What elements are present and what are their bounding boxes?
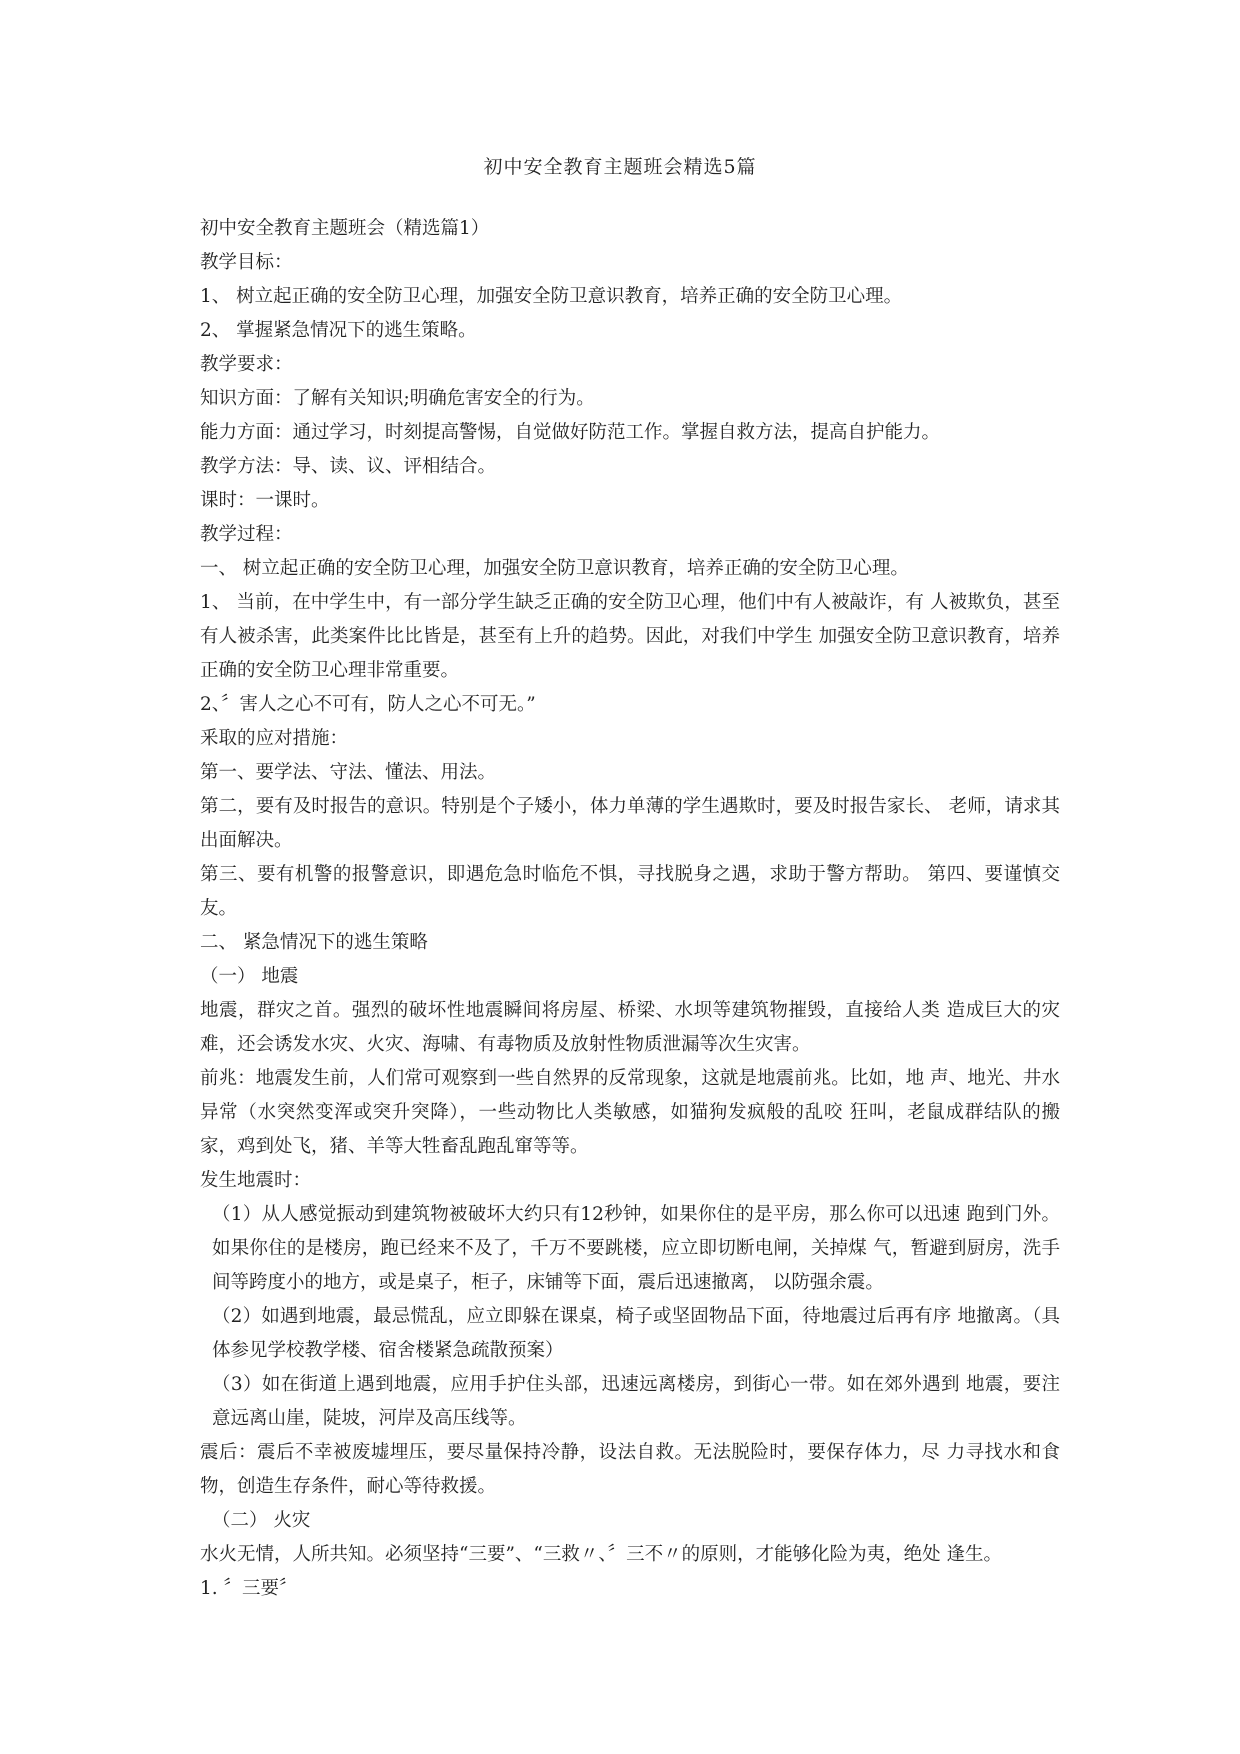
paragraph: 水火无情，人所共知。必须坚持“三要”、“三救〃、〞三不〃的原则，才能够化险为夷，绝处 逢生。	[200, 1544, 1003, 1565]
paragraph: 2、 掌握紧急情况下的逃生策略。	[200, 320, 477, 341]
paragraph: （2）如遇到地震，最忌慌乱，应立即躲在课桌，椅子或坚固物品下面，待地震过后再有序 地撤离。（具体参见学校教学楼、宿舍楼紧急疏散预案）	[212, 1306, 1060, 1361]
paragraph: 釆取的应对措施：	[200, 728, 349, 749]
paragraph: 课时：一课时。	[200, 490, 330, 511]
paragraph: 教学目标：	[200, 252, 293, 273]
paragraph: 初中安全教育主题班会（精选篇1）	[200, 218, 490, 239]
document-title: 初中安全教育主题班会精选5篇	[483, 156, 757, 178]
paragraph: 二、 紧急情况下的逃生策略	[200, 932, 428, 953]
paragraph: （1）从人感觉振动到建筑物被破坏大约只有12秒钟，如果你住的是平房，那么你可以迅速 跑到门外。如果你住的是楼房，跑已经来不及了，千万不要跳楼，应立即切断电闸，关掉煤 气，暂避到厨房，洗手间等跨度小的地方，或是桌子，柜子，床铺等下面，震后迅速撤离， 以防强余震。	[212, 1204, 1060, 1293]
paragraph: 知识方面：了解有关知识;明确危害安全的行为。	[200, 388, 595, 409]
paragraph: 第一、要学法、守法、懂法、用法。	[200, 762, 497, 783]
paragraph: 震后：震后不幸被废墟埋压，要尽量保持冷静，设法自救。无法脱险时，要保存体力，尽 力寻找水和食物，创造生存条件，耐心等待救援。	[200, 1442, 1060, 1497]
paragraph: 教学要求：	[200, 354, 293, 375]
paragraph: 第二，要有及时报告的意识。特别是个子矮小，体力单薄的学生遇欺时，要及时报告家长、 老师，请求其出面解决。	[200, 796, 1060, 851]
document-body	[200, 212, 1060, 1606]
paragraph: 前兆：地震发生前，人们常可观察到一些自然界的反常现象，这就是地震前兆。比如，地 声、地光、井水异常（水突然变浑或突升突降），一些动物比人类敏感，如猫狗发疯般的乱咬 狂叫，老鼠成群结队的搬家，鸡到处飞，猪、羊等大牲畜乱跑乱窜等等。	[200, 1068, 1060, 1157]
paragraph: 2、〞害人之心不可有，防人之心不可无。”	[200, 694, 536, 715]
paragraph: （二） 火灾	[212, 1510, 311, 1531]
paragraph: 1、 树立起正确的安全防卫心理，加强安全防卫意识教育，培养正确的安全防卫心理。	[200, 286, 903, 307]
paragraph: （一） 地震	[200, 966, 299, 987]
paragraph: 地震，群灾之首。强烈的破坏性地震瞬间将房屋、桥梁、水坝等建筑物摧毁，直接给人类 造成巨大的灾难，还会诱发水灾、火灾、海啸、有毒物质及放射性物质泄漏等次生灾害。	[200, 1000, 1060, 1055]
paragraph: 发生地震时：	[200, 1170, 312, 1191]
paragraph: 一、 树立起正确的安全防卫心理，加强安全防卫意识教育，培养正确的安全防卫心理。	[200, 558, 909, 579]
paragraph: 教学方法：导、读、议、评相结合。	[200, 456, 497, 477]
paragraph: （3）如在街道上遇到地震，应用手护住头部，迅速远离楼房，到街心一带。如在郊外遇到 地震，要注意远离山崖，陡坡，河岸及高压线等。	[212, 1374, 1060, 1429]
paragraph: 教学过程：	[200, 524, 293, 545]
paragraph: 1、 当前，在中学生中，有一部分学生缺乏正确的安全防卫心理，他们中有人被敲诈，有 人被欺负，甚至有人被杀害，此类案件比比皆是，甚至有上升的趋势。因此，对我们中学生 加强安全防卫意识教育，培养正确的安全防卫心理非常重要。	[200, 592, 1060, 681]
paragraph: 能力方面：通过学习，时刻提高警惕，自觉做好防范工作。掌握自救方法，提高自护能力。	[200, 422, 941, 443]
paragraph: 第三、要有机警的报警意识，即遇危急时临危不惧，寻找脱身之遇，求助于警方帮助。 第四、要谨慎交友。	[200, 864, 1060, 919]
paragraph: 1. 〞三要〞	[200, 1578, 298, 1599]
